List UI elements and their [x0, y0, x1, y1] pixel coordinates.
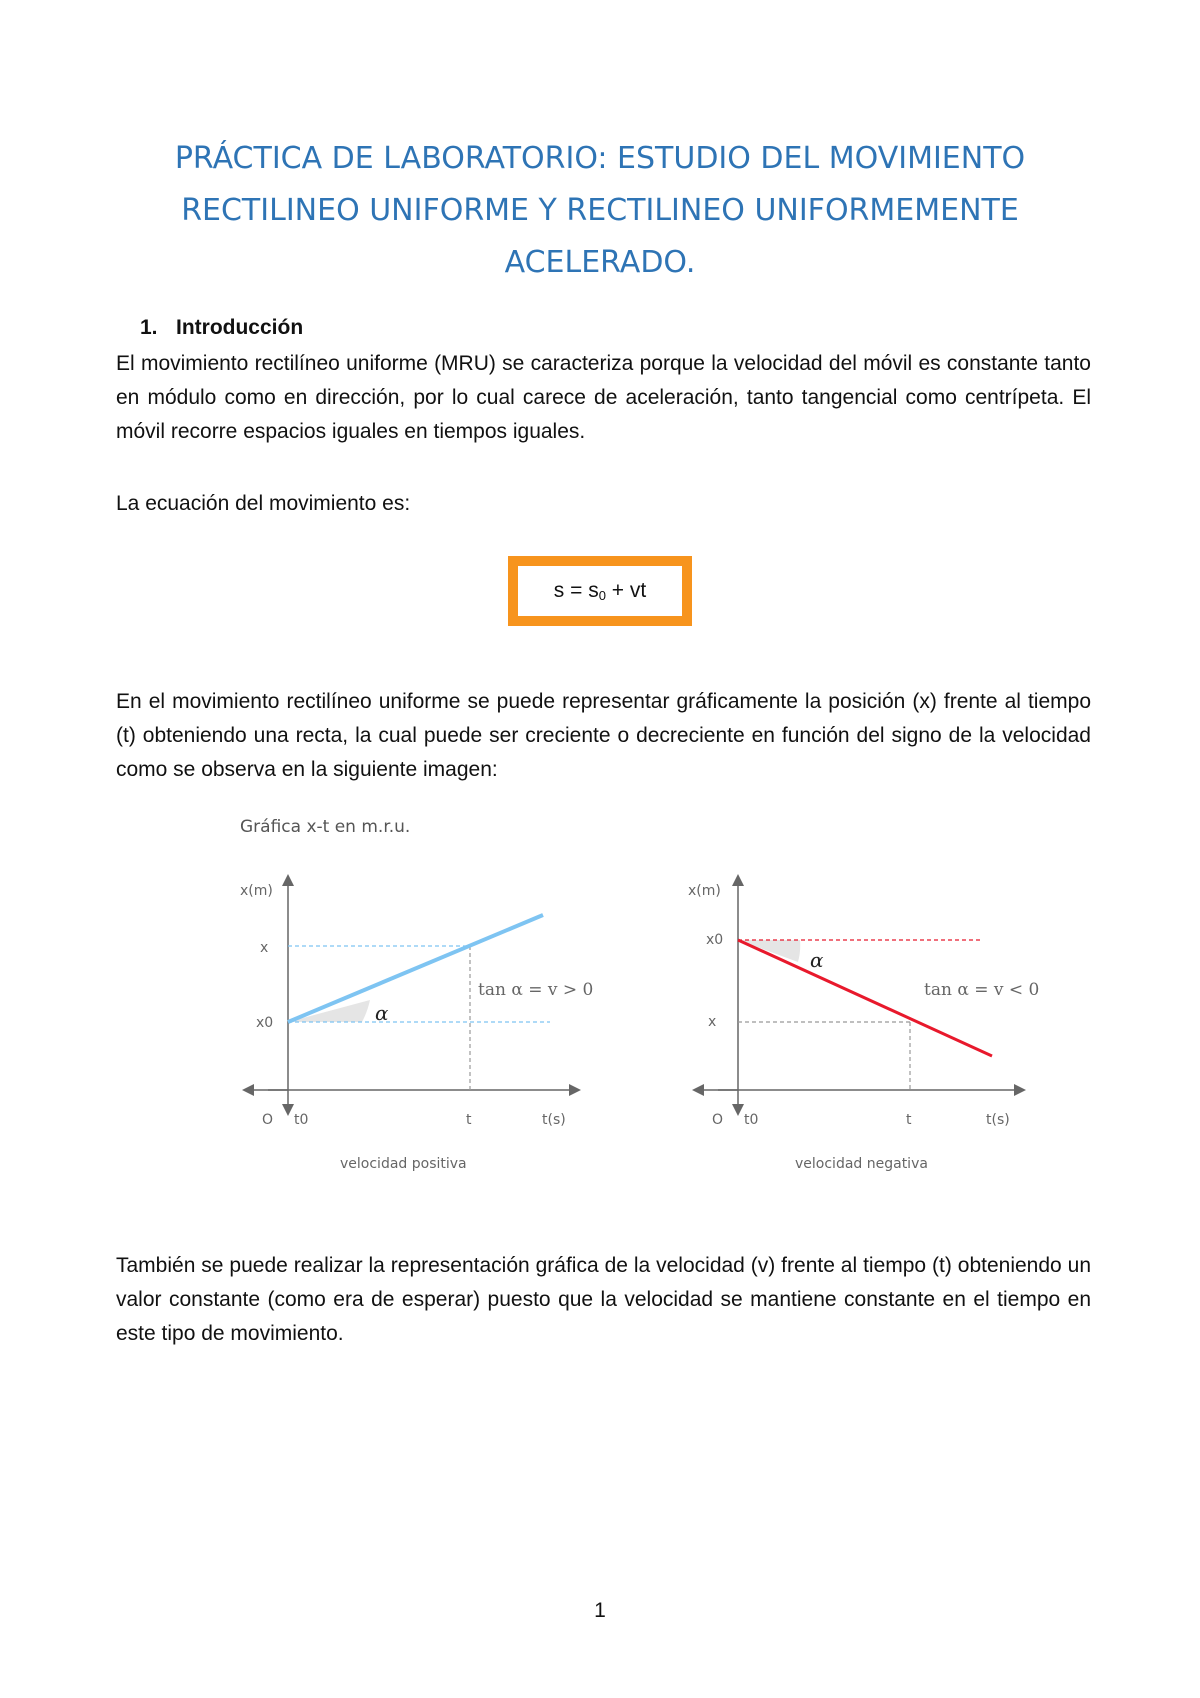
x-axis-label: t(s) — [986, 1112, 1010, 1128]
title-line-2: RECTILINEO UNIFORME Y RECTILINEO UNIFORMEMENTE — [181, 193, 1019, 228]
page-number: 1 — [594, 1599, 606, 1622]
origin-label: O — [262, 1112, 274, 1128]
y-tick-x: x — [708, 1014, 717, 1030]
angle-label: α — [375, 1001, 389, 1025]
x-tick-t0: t0 — [744, 1112, 759, 1128]
section-number: 1. — [140, 316, 158, 339]
figure-title: Gráfica x-t en m.r.u. — [240, 817, 411, 837]
x-tick-t: t — [906, 1112, 912, 1128]
velocity-graph-paragraph: También se puede realizar la representación gráfica de la velocidad (v) frente al tiempo (t) obteniendo un valor constante (como era de esperar) puesto que la velocidad se mantiene constante en el tiempo en este tipo de movimiento. — [116, 1254, 1091, 1345]
equation-lead-text: La ecuación del movimiento es: — [116, 492, 411, 515]
section-heading-introduccion — [140, 316, 303, 340]
document-title — [100, 133, 1100, 289]
y-axis-label: x(m) — [688, 883, 721, 899]
chart-positive-velocity — [220, 860, 600, 1180]
y-axis-label: x(m) — [240, 883, 273, 899]
origin-label: O — [712, 1112, 724, 1128]
angle-label: α — [810, 948, 824, 972]
chart-caption: velocidad positiva — [340, 1156, 467, 1172]
y-tick-x0: x0 — [706, 932, 724, 948]
series-line-positive — [288, 915, 543, 1022]
y-tick-x: x — [260, 940, 269, 956]
graph-intro-paragraph: En el movimiento rectilíneo uniforme se puede representar gráficamente la posición (x) frente al tiempo (t) obteniendo una recta, la cual puede ser creciente o decreciente en función del signo de la velocidad como se observa en la siguiente imagen: — [116, 690, 1091, 781]
section-label: Introducción — [176, 316, 304, 339]
intro-paragraph: El movimiento rectilíneo uniforme (MRU) se caracteriza porque la velocidad del móvil es constante tanto en módulo como en dirección, por lo cual carece de aceleración, tanto tangencial como centrípeta. El móvil recorre espacios iguales en tiempos iguales. — [116, 352, 1091, 443]
chart-caption: velocidad negativa — [795, 1156, 928, 1172]
title-line-1: PRÁCTICA DE LABORATORIO: ESTUDIO DEL MOVIMIENTO — [174, 141, 1026, 176]
equation-box — [508, 556, 692, 626]
x-axis-label: t(s) — [542, 1112, 566, 1128]
x-tick-t: t — [466, 1112, 472, 1128]
slope-annotation: tan α = v < 0 — [924, 980, 1040, 1000]
x-tick-t0: t0 — [294, 1112, 309, 1128]
title-line-3: ACELERADO. — [504, 245, 696, 280]
y-tick-x0: x0 — [256, 1015, 274, 1031]
chart-negative-velocity — [670, 860, 1050, 1180]
equation-text: $s = s_0$ + vt — [553, 579, 647, 603]
slope-annotation: tan α = v > 0 — [478, 980, 594, 1000]
